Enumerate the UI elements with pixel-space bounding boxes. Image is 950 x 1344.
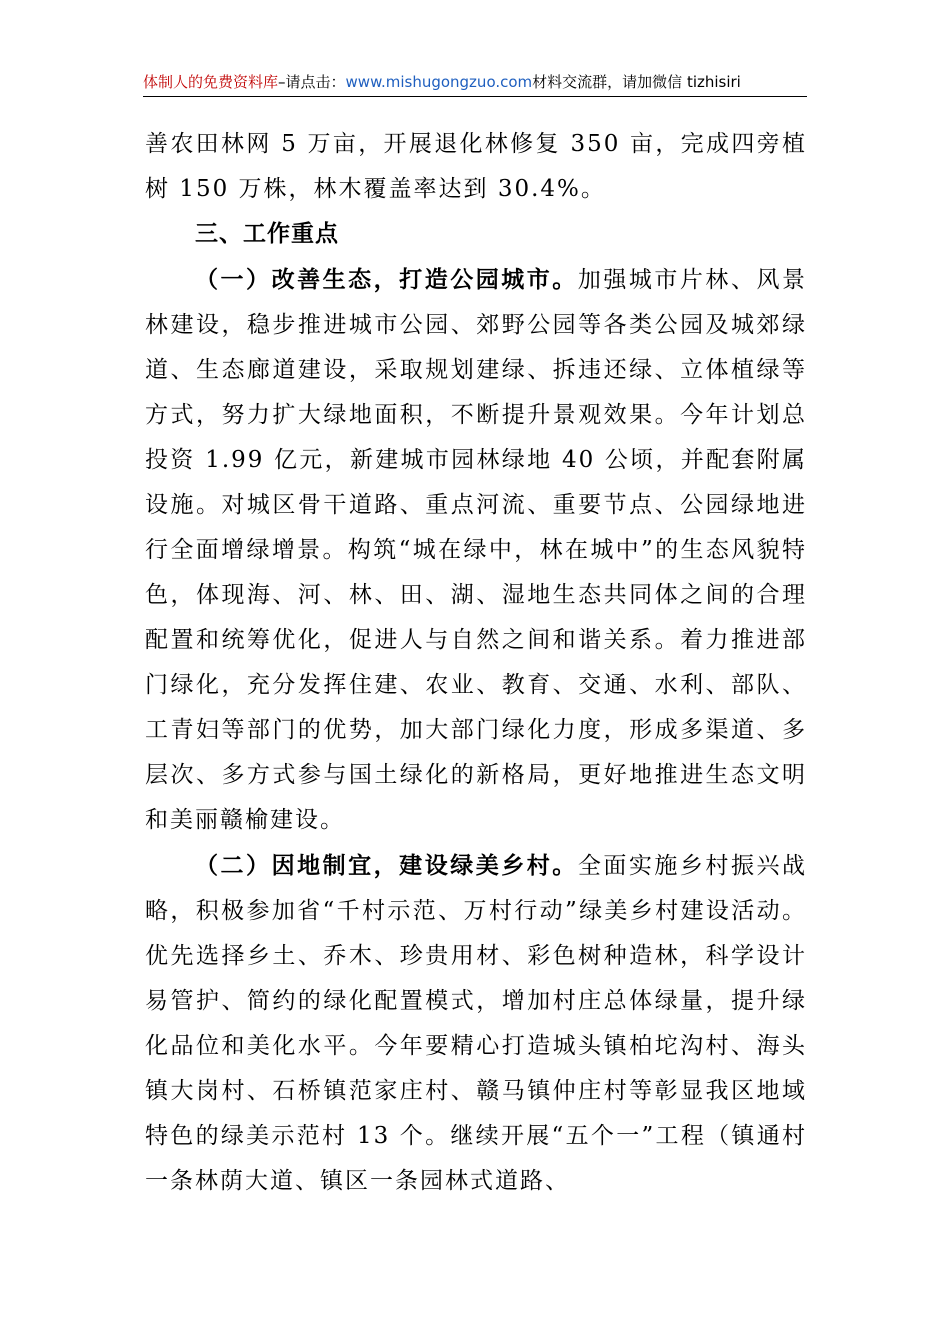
paragraph-ecology-lead: （一）改善生态，打造公园城市。 (195, 266, 578, 293)
paragraph-ecology (145, 257, 807, 843)
paragraph-ecology-body: 加强城市片林、风景林建设，稳步推进城市公园、郊野公园等各类公园及城郊绿道、生态廊道建设，采取规划建绿、拆违还绿、立体植绿等方式，努力扩大绿地面积，不断提升景观效果。今年计划总投资 1.99 亿元，新建城市园林绿地 40 公顷，并配套附属设施。对城区骨干道路、重点河流、重要节点、公园绿地进行全面增绿增景。构筑“城在绿中，林在城中”的生态风貌特色，体现海、河、林、田、湖、湿地生态共同体之间的合理配置和统筹优化，促进人与自然之间和谐关系。着力推进部门绿化，充分发挥住建、农业、教育、交通、水利、部队、工青妇等部门的优势，加大部门绿化力度，形成多渠道、多层次、多方式参与国土绿化的新格局，更好地推进生态文明和美丽赣榆建设。 (145, 267, 808, 833)
section-heading: 三、工作重点 (195, 221, 339, 247)
header-url-link[interactable]: www.mishugongzuo.com (345, 73, 533, 91)
paragraph-villages-body: 全面实施乡村振兴战略，积极参加省“千村示范、万村行动”绿美乡村建设活动。优先选择乡土、乔木、珍贵用材、彩色树种造林，科学设计易管护、简约的绿化配置模式，增加村庄总体绿量，提升绿化品位和美化水平。今年要精心打造城头镇柏坨沟村、海头镇大岗村、石桥镇范家庄村、赣马镇仲庄村等彰显我区地域特色的绿美示范村 13 个。继续开展“五个一”工程（镇通村一条林荫大道、镇区一条园林式道路、 (145, 853, 808, 1194)
paragraph-villages (145, 843, 807, 1204)
header-wechat-note: 材料交流群，请加微信 tizhisiri (532, 73, 741, 91)
paragraph-villages-lead: （二）因地制宜，建设绿美乡村。 (195, 852, 578, 879)
header-brand: 体制人的免费资料库 (143, 73, 279, 91)
page-header (143, 70, 807, 97)
document-body (145, 122, 807, 1204)
paragraph-continuation: 善农田林网 5 万亩，开展退化林修复 350 亩，完成四旁植树 150 万株，林木覆盖率达到 30.4%。 (145, 131, 807, 202)
header-click-prompt: –请点击： (278, 73, 346, 91)
